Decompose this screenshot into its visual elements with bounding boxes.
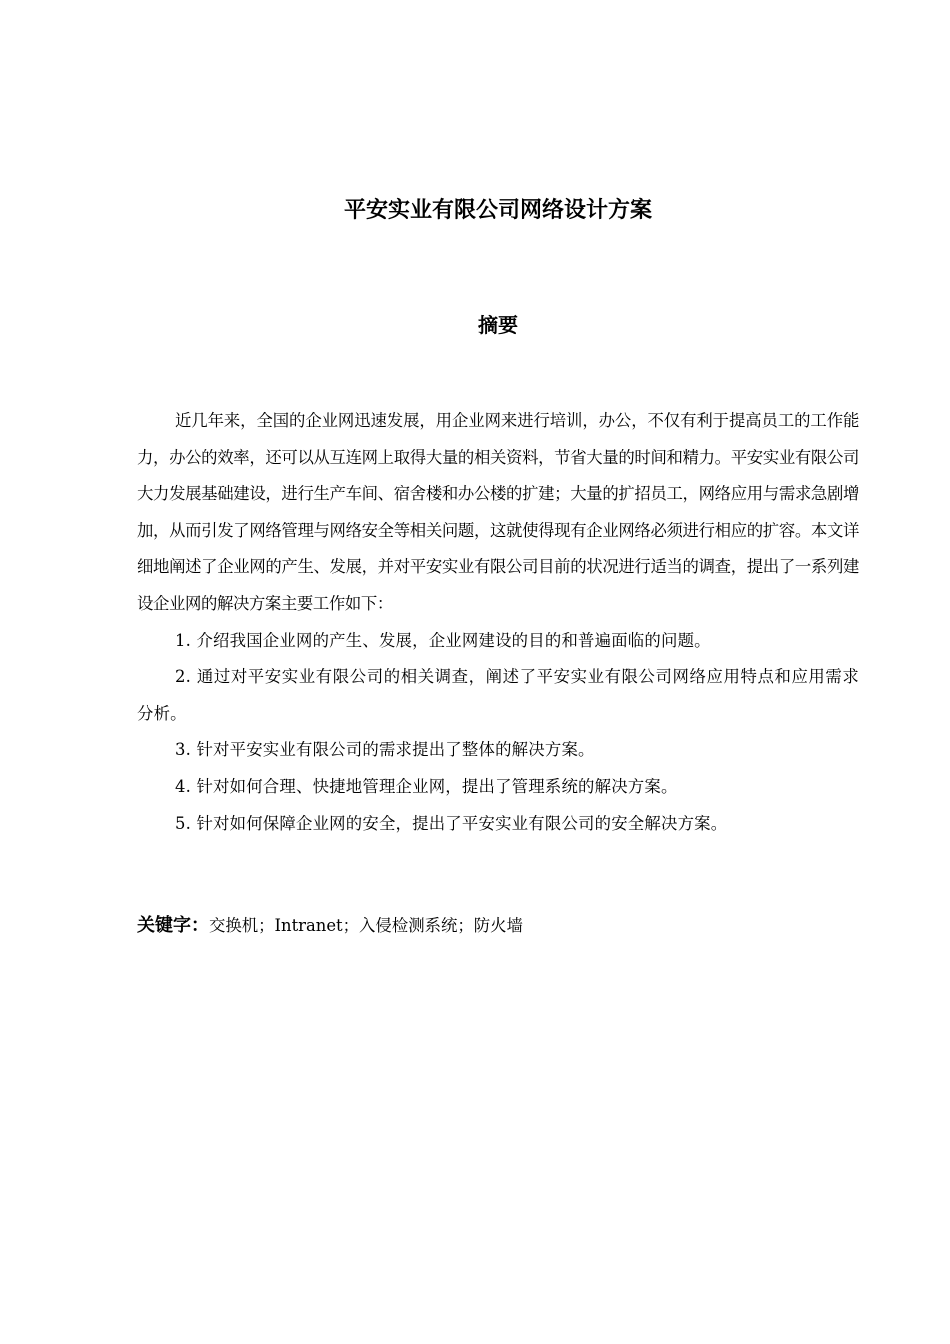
abstract-list-item: 4. 针对如何合理、快捷地管理企业网，提出了管理系统的解决方案。 — [175, 776, 678, 796]
abstract-list-item: 5. 针对如何保障企业网的安全，提出了平安实业有限公司的安全解决方案。 — [175, 813, 728, 833]
abstract-intro-paragraph: 近几年来，全国的企业网迅速发展，用企业网来进行培训，办公，不仅有利于提高员工的工作能力，办公的效率，还可以从互连网上取得大量的相关资料，节省大量的时间和精力。平安实业有限公司大力发展基础建设，进行生产车间、宿舍楼和办公楼的扩建；大量的扩招员工，网络应用与需求急剧增加，从而引发了网络管理与网络安全等相关问题，这就使得现有企业网络必须进行相应的扩容。本文详细地阐述了企业网的产生、发展，并对平安实业有限公司目前的状况进行适当的调查，提出了一系列建设企业网的解决方案主要工作如下： — [137, 411, 859, 613]
abstract-list-item: 3. 针对平安实业有限公司的需求提出了整体的解决方案。 — [175, 740, 595, 760]
keywords-label: 关键字： — [137, 915, 209, 936]
keywords-value: 交换机；Intranet；入侵检测系统；防火墙 — [209, 916, 523, 935]
document-title: 平安实业有限公司网络设计方案 — [343, 198, 652, 223]
keywords-line — [137, 908, 859, 944]
abstract-list-item: 2. 通过对平安实业有限公司的相关调查，阐述了平安实业有限公司网络应用特点和应用需求分析。 — [137, 667, 859, 723]
abstract-body — [137, 403, 859, 842]
abstract-list-item: 1. 介绍我国企业网的产生、发展，企业网建设的目的和普遍面临的问题。 — [175, 630, 711, 650]
abstract-heading: 摘要 — [478, 313, 518, 337]
